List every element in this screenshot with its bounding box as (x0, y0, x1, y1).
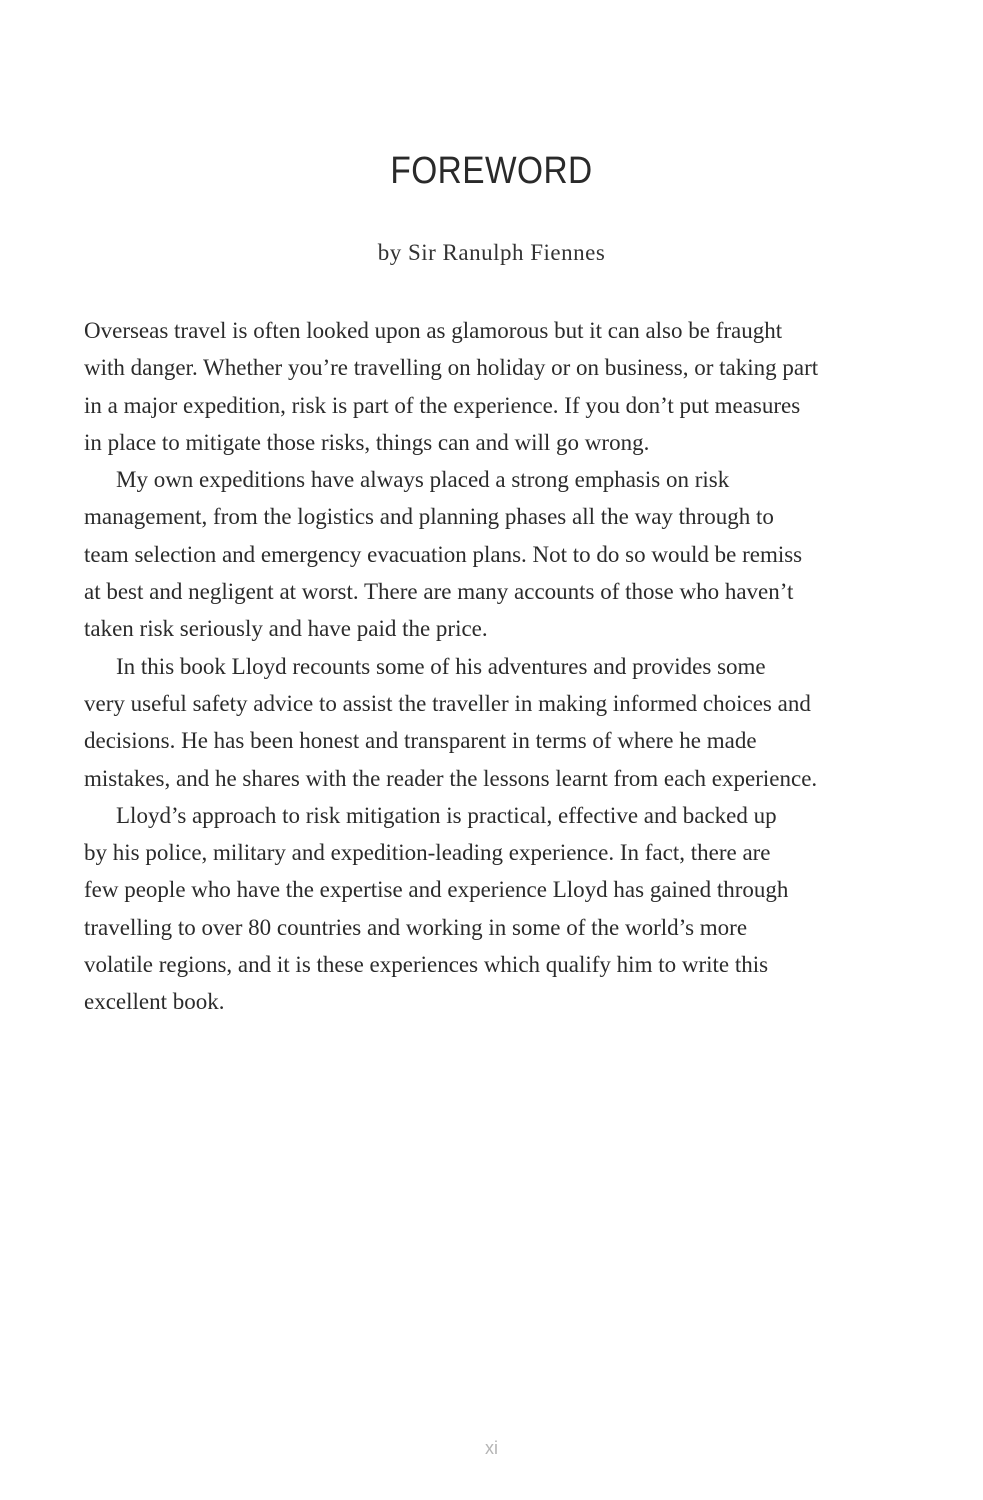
paragraph-2-line-3: team selection and emergency evacuation plans. Not to do so would be remiss (84, 541, 803, 567)
paragraph-1-line-2: with danger. Whether you’re travelling on holiday or on business, or taking part (84, 355, 819, 381)
paragraph-1-line-1: Overseas travel is often looked upon as glamorous but it can also be fraught (84, 318, 783, 343)
author-byline: by Sir Ranulph Fiennes (377, 240, 606, 265)
paragraph-3-line-1: In this book Lloyd recounts some of his adventures and provides some (116, 653, 766, 679)
paragraph-4-line-4: travelling to over 80 countries and working in some of the world’s more (84, 914, 748, 940)
paragraph-4-line-5: volatile regions, and it is these experiences which qualify him to write this (84, 952, 769, 978)
foreword-body (84, 312, 904, 1021)
paragraph-1-line-4: in place to mitigate those risks, things can and will go wrong. (84, 429, 650, 455)
page-title: FOREWORD (390, 150, 593, 192)
paragraph-3-line-3: decisions. He has been honest and transparent in terms of where he made (84, 728, 757, 754)
paragraph-1-line-3: in a major expedition, risk is part of the experience. If you don’t put measures (84, 392, 801, 418)
paragraph-4-line-2: by his police, military and expedition-leading experience. In fact, there are (84, 840, 771, 866)
paragraph-2-line-1: My own expeditions have always placed a strong emphasis on risk (116, 467, 730, 493)
paragraph-4-line-3: few people who have the expertise and experience Lloyd has gained through (84, 877, 789, 903)
paragraph-3-line-4: mistakes, and he shares with the reader the lessons learnt from each experience. (84, 765, 818, 791)
paragraph-2-line-5: taken risk seriously and have paid the price. (84, 616, 488, 642)
paragraph-4-line-1: Lloyd’s approach to risk mitigation is practical, effective and backed up (116, 802, 777, 828)
paragraph-4-line-6: excellent book. (84, 989, 225, 1015)
page-number: xi (485, 1438, 498, 1458)
paragraph-2-line-4: at best and negligent at worst. There are many accounts of those who haven’t (84, 579, 794, 605)
paragraph-3-line-2: very useful safety advice to assist the traveller in making informed choices and (84, 690, 811, 716)
paragraph-2-line-2: management, from the logistics and planning phases all the way through to (84, 504, 774, 530)
